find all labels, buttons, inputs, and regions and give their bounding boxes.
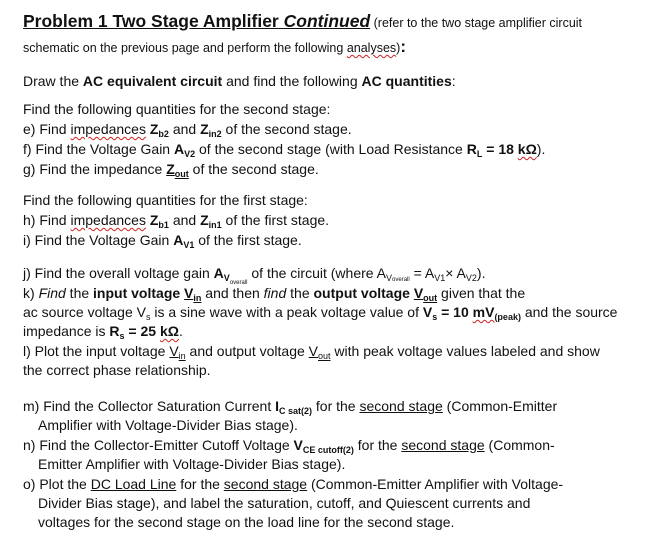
text-run: in1 bbox=[208, 220, 222, 230]
text-run: the bbox=[286, 285, 314, 301]
text-run: × A bbox=[445, 265, 466, 281]
title-note-line2 bbox=[23, 38, 406, 57]
text-run: impedance is bbox=[23, 323, 110, 339]
text-run: in bbox=[178, 351, 186, 361]
text-run: mV bbox=[472, 304, 495, 320]
item-f bbox=[23, 140, 545, 158]
text-run: second stage bbox=[223, 476, 308, 492]
text-run: V bbox=[223, 273, 230, 283]
text-run: ). bbox=[476, 265, 486, 281]
text-run: and then bbox=[201, 285, 264, 301]
text-run: Z bbox=[166, 161, 175, 177]
text-run: with peak voltage values labeled and show bbox=[330, 343, 600, 359]
text-run: Continued bbox=[283, 11, 371, 31]
item-o-line3: voltages for the second stage on the load line for the second stage. bbox=[38, 514, 455, 530]
text-run bbox=[279, 406, 312, 416]
text-run: AC quantities bbox=[361, 73, 452, 89]
text-run: ) bbox=[396, 41, 401, 55]
text-run: i) Find the Voltage Gain bbox=[23, 232, 174, 248]
text-run: is a sine wave with a peak voltage value of bbox=[150, 304, 423, 320]
text-run: out bbox=[423, 293, 438, 303]
text-run: of the circuit (where A bbox=[247, 265, 387, 281]
text-run bbox=[209, 129, 222, 139]
text-run: output voltage bbox=[313, 285, 414, 301]
text-run: and find the following bbox=[222, 73, 362, 89]
text-run: s bbox=[432, 312, 438, 322]
text-run: of the first stage. bbox=[194, 232, 302, 248]
text-run: for the bbox=[176, 476, 224, 492]
text-run: ac source voltage V bbox=[23, 304, 146, 320]
item-l-line1 bbox=[23, 342, 600, 360]
text-run: impedances bbox=[70, 212, 146, 228]
text-run: of the second stage. bbox=[188, 161, 319, 177]
text-run: = A bbox=[409, 265, 435, 281]
text-run: in2 bbox=[208, 129, 222, 139]
text-run bbox=[184, 149, 195, 159]
first-stage-heading: Find the following quantities for the first stage: bbox=[23, 192, 308, 208]
text-run: Find bbox=[38, 285, 66, 301]
text-run: AC equivalent circuit bbox=[82, 73, 223, 89]
text-run: (peak) bbox=[494, 312, 521, 322]
text-run: j) Find the overall voltage gain bbox=[23, 265, 214, 281]
text-run: : bbox=[451, 73, 456, 89]
text-run: V bbox=[422, 304, 433, 320]
text-run: V2 bbox=[184, 149, 196, 159]
item-k-line2 bbox=[23, 303, 617, 321]
intro-line bbox=[23, 72, 456, 90]
text-run: f) Find the Voltage Gain bbox=[23, 141, 174, 157]
text-run: Z bbox=[149, 212, 159, 228]
text-run: L bbox=[476, 149, 483, 159]
text-run: second stage bbox=[401, 437, 485, 453]
text-run bbox=[209, 220, 222, 230]
text-run: and bbox=[168, 121, 201, 137]
text-run bbox=[494, 312, 521, 322]
text-run: l) Plot the input voltage bbox=[23, 343, 170, 359]
item-l-line2: the correct phase relationship. bbox=[23, 362, 211, 378]
item-o-line1 bbox=[23, 475, 563, 493]
text-run: CE cutoff(2) bbox=[302, 445, 354, 455]
text-run: V bbox=[184, 285, 194, 301]
text-run: the bbox=[65, 285, 94, 301]
text-run: = 18 bbox=[482, 141, 518, 157]
item-o-line2: Divider Bias stage), and label the saturation, cutoff, and Quiescent currents and bbox=[38, 495, 531, 511]
text-run: kΩ bbox=[517, 141, 537, 157]
text-run: m) Find the Collector Saturation Current bbox=[23, 398, 276, 414]
text-run: input voltage bbox=[93, 285, 185, 301]
text-run: for the bbox=[353, 437, 402, 453]
text-run: impedances bbox=[70, 121, 146, 137]
text-run: o) Plot the bbox=[23, 476, 91, 492]
text-run: of the first stage. bbox=[221, 212, 330, 228]
text-run bbox=[175, 169, 189, 179]
item-k-line3 bbox=[23, 322, 183, 340]
problem-title-line bbox=[23, 12, 582, 32]
text-run: DC Load Line bbox=[90, 476, 177, 492]
text-run: R bbox=[109, 323, 120, 339]
item-e bbox=[23, 120, 352, 138]
text-run: (Common-Emitter bbox=[442, 398, 558, 414]
text-run: h) Find bbox=[23, 212, 71, 228]
text-run: R bbox=[466, 141, 477, 157]
title-note: (refer to the two stage amplifier circuit bbox=[370, 16, 583, 30]
text-run: . bbox=[178, 323, 183, 339]
text-run: of the second stage. bbox=[221, 121, 352, 137]
text-run: out bbox=[318, 351, 331, 361]
second-stage-heading: Find the following quantities for the second stage: bbox=[23, 101, 331, 117]
text-run bbox=[183, 240, 194, 250]
text-run: V bbox=[169, 343, 179, 359]
text-run: : bbox=[400, 37, 406, 56]
text-run: V bbox=[386, 273, 393, 283]
text-run: A bbox=[173, 141, 185, 157]
text-run: overall bbox=[229, 280, 248, 286]
item-n-line1 bbox=[23, 436, 555, 454]
item-g bbox=[23, 160, 319, 178]
item-h bbox=[23, 211, 329, 229]
item-i bbox=[23, 231, 302, 249]
text-run: V1 bbox=[183, 240, 195, 250]
text-run: Problem 1 Two Stage Amplifier bbox=[23, 11, 279, 31]
text-run: kΩ bbox=[159, 323, 179, 339]
text-run: for the bbox=[312, 398, 360, 414]
text-run: of the second stage (with Load Resistance bbox=[195, 141, 467, 157]
text-run: overall bbox=[392, 277, 410, 283]
text-run: Draw the bbox=[23, 73, 83, 89]
item-n-line2: Emitter Amplifier with Voltage-Divider Bias stage). bbox=[38, 456, 346, 472]
text-run: V2 bbox=[465, 273, 477, 283]
text-run: n) Find the Collector-Emitter Cutoff Voltage bbox=[23, 437, 294, 453]
text-run: second stage bbox=[359, 398, 443, 414]
text-run: e) Find bbox=[23, 121, 71, 137]
text-run: and output voltage bbox=[185, 343, 309, 359]
text-run: s bbox=[119, 331, 125, 341]
text-run: Z bbox=[200, 212, 209, 228]
text-run bbox=[303, 445, 354, 455]
text-run: and the source bbox=[520, 304, 618, 320]
item-j bbox=[23, 264, 486, 286]
text-run: in bbox=[193, 293, 202, 303]
item-m-line1 bbox=[23, 397, 557, 415]
text-run bbox=[158, 220, 169, 230]
text-run: given that the bbox=[437, 285, 526, 301]
text-run: V bbox=[293, 437, 303, 453]
item-k-line1 bbox=[23, 284, 525, 302]
text-run: A bbox=[173, 232, 184, 248]
text-run: ). bbox=[536, 141, 546, 157]
text-run: and bbox=[168, 212, 201, 228]
text-run: C sat(2) bbox=[279, 406, 313, 416]
text-run: schematic on the previous page and perform the following bbox=[23, 41, 347, 55]
text-run bbox=[423, 293, 437, 303]
text-run: k) bbox=[23, 285, 39, 301]
text-run: = 25 bbox=[124, 323, 160, 339]
text-run: V bbox=[308, 343, 319, 359]
text-run bbox=[223, 273, 248, 286]
problem-title bbox=[23, 11, 370, 31]
item-m-line2: Amplifier with Voltage-Divider Bias stage). bbox=[38, 417, 298, 433]
text-run: out bbox=[174, 169, 189, 179]
text-run: (Common- bbox=[484, 437, 555, 453]
text-run: s bbox=[145, 312, 151, 322]
text-run: V1 bbox=[434, 273, 446, 283]
text-run: b2 bbox=[158, 129, 169, 139]
analyses-word: analyses bbox=[346, 41, 397, 55]
text-run: = 10 bbox=[437, 304, 473, 320]
text-run: g) Find the impedance bbox=[23, 161, 167, 177]
text-run: Z bbox=[200, 121, 209, 137]
text-run: (Common-Emitter Amplifier with Voltage- bbox=[307, 476, 564, 492]
text-run bbox=[158, 129, 169, 139]
text-run: Z bbox=[149, 121, 159, 137]
text-run: b1 bbox=[158, 220, 169, 230]
text-run: find bbox=[263, 285, 287, 301]
text-run: A bbox=[213, 265, 224, 281]
text-run: I bbox=[275, 398, 279, 414]
text-run: V bbox=[413, 285, 424, 301]
